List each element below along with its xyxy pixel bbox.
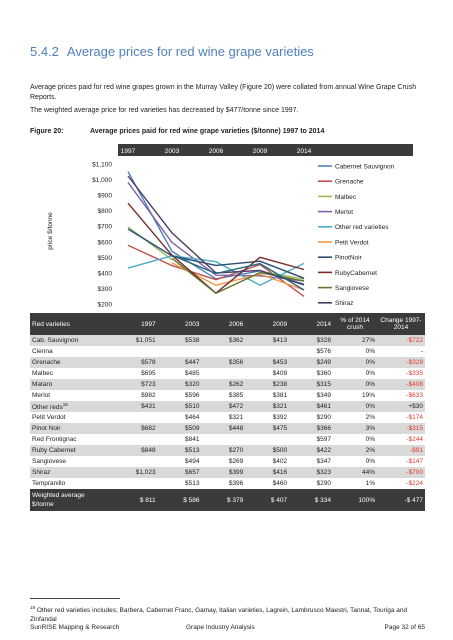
v1997-cell: $695 bbox=[106, 368, 158, 379]
v2006-cell: $262 bbox=[201, 379, 245, 390]
v2006-cell bbox=[201, 346, 245, 357]
wa-2014: $ 334 bbox=[289, 489, 333, 511]
change-cell: -$174 bbox=[377, 412, 425, 423]
table-row bbox=[30, 346, 425, 357]
change-cell: -$244 bbox=[377, 434, 425, 445]
v2014-cell: $290 bbox=[289, 478, 333, 489]
pct-cell: 1% bbox=[333, 478, 377, 489]
header-variety: Red varieties bbox=[30, 313, 106, 335]
change-cell: +$30 bbox=[377, 401, 425, 412]
table-row bbox=[30, 445, 425, 456]
table-row bbox=[30, 335, 425, 346]
y-tick-label: $500 bbox=[97, 254, 112, 262]
section-number: 5.4.2 bbox=[30, 44, 59, 59]
v2009-cell: $238 bbox=[245, 379, 289, 390]
variety-name: Grenache bbox=[32, 359, 61, 366]
v2014-cell: $366 bbox=[289, 423, 333, 434]
v2006-cell bbox=[201, 368, 245, 379]
variety-cell bbox=[30, 445, 106, 456]
change-cell: - bbox=[377, 346, 425, 357]
v2003-cell: $538 bbox=[158, 335, 202, 346]
change-cell: -$329 bbox=[377, 357, 425, 368]
v2009-cell: $413 bbox=[245, 335, 289, 346]
variety-cell bbox=[30, 357, 106, 368]
wa-change: -$ 477 bbox=[377, 489, 425, 511]
pct-cell: 0% bbox=[333, 368, 377, 379]
x-tick-label: 2006 bbox=[208, 148, 224, 155]
variety-name: Mataro bbox=[32, 381, 53, 388]
pct-cell: 0% bbox=[333, 456, 377, 467]
variety-name: Tempranillo bbox=[32, 480, 66, 487]
v1997-cell: $1,051 bbox=[106, 335, 158, 346]
weighted-average-row bbox=[30, 489, 425, 511]
v2006-cell bbox=[201, 434, 245, 445]
v2014-cell: $328 bbox=[289, 335, 333, 346]
wa-2003: $ 586 bbox=[158, 489, 202, 511]
y-tick-label: $1,100 bbox=[92, 161, 112, 169]
pct-cell: 3% bbox=[333, 423, 377, 434]
variety-cell bbox=[30, 434, 106, 445]
v2003-cell: $485 bbox=[158, 368, 202, 379]
variety-name: Shiraz bbox=[32, 469, 51, 476]
pct-cell: 44% bbox=[333, 467, 377, 478]
v2006-cell: $472 bbox=[201, 401, 245, 412]
y-tick-label: $600 bbox=[97, 239, 112, 247]
legend-label: Petit Verdot bbox=[335, 239, 369, 247]
legend-label: Malbec bbox=[335, 193, 356, 201]
change-cell: -$315 bbox=[377, 423, 425, 434]
x-tick-label: 2014 bbox=[296, 148, 312, 155]
v2003-cell: $657 bbox=[158, 467, 202, 478]
v2003-cell: $513 bbox=[158, 445, 202, 456]
intro-paragraph: Average prices paid for red wine grapes grown in the Murray Valley (Figure 20) were collated from annual Wine Grape Crush Reports. bbox=[30, 84, 417, 101]
table-body bbox=[30, 335, 425, 489]
change-cell: -$224 bbox=[377, 478, 425, 489]
table-row bbox=[30, 434, 425, 445]
v1997-cell: $1,023 bbox=[106, 467, 158, 478]
v2006-cell: $396 bbox=[201, 478, 245, 489]
legend-label: Shiraz bbox=[335, 300, 354, 308]
v2014-cell: $347 bbox=[289, 456, 333, 467]
v2006-cell: $385 bbox=[201, 390, 245, 401]
price-chart bbox=[30, 144, 425, 312]
legend-label: Other red varieties bbox=[335, 224, 389, 232]
x-tick-label: 1997 bbox=[120, 148, 136, 155]
v1997-cell: $848 bbox=[106, 445, 158, 456]
v1997-cell bbox=[106, 346, 158, 357]
header-2003: 2003 bbox=[158, 313, 202, 335]
v1997-cell: $578 bbox=[106, 357, 158, 368]
variety-cell bbox=[30, 368, 106, 379]
table-row bbox=[30, 478, 425, 489]
wa-1997: $ 811 bbox=[106, 489, 158, 511]
summary-paragraph: The weighted average price for red varieties has decreased by $477/tonne since 1997. bbox=[30, 107, 299, 114]
pct-cell: 0% bbox=[333, 357, 377, 368]
v2006-cell: $399 bbox=[201, 467, 245, 478]
header-2009: 2009 bbox=[245, 313, 289, 335]
y-tick-label: $900 bbox=[97, 192, 112, 200]
legend-label: RubyCabernet bbox=[335, 269, 377, 277]
wa-pct: 100% bbox=[333, 489, 377, 511]
footer-doc-title: Grape Industry Analysis bbox=[186, 624, 255, 631]
y-tick-label: $400 bbox=[97, 270, 112, 278]
v2014-cell: $249 bbox=[289, 357, 333, 368]
variety-cell bbox=[30, 401, 106, 412]
figure-caption bbox=[30, 128, 324, 135]
variety-cell bbox=[30, 335, 106, 346]
price-table bbox=[30, 313, 425, 511]
footnote-number: 18 bbox=[30, 605, 36, 610]
variety-name: Other reds bbox=[32, 404, 63, 412]
variety-name: Merlot bbox=[32, 392, 51, 399]
change-cell: -$91 bbox=[377, 445, 425, 456]
v1997-cell bbox=[106, 478, 158, 489]
pct-cell: 0% bbox=[333, 434, 377, 445]
v2014-cell: $323 bbox=[289, 467, 333, 478]
v2014-cell: $461 bbox=[289, 401, 333, 412]
v1997-cell: $982 bbox=[106, 390, 158, 401]
variety-name: Cienna bbox=[32, 348, 53, 355]
variety-name: Red Frontignac bbox=[32, 436, 77, 443]
v2003-cell: $447 bbox=[158, 357, 202, 368]
v2003-cell: $509 bbox=[158, 423, 202, 434]
legend-label: PinotNoir bbox=[335, 254, 362, 262]
pct-cell: 2% bbox=[333, 445, 377, 456]
variety-name: Ruby Cabernet bbox=[32, 447, 76, 454]
figure-label: Figure 20: bbox=[30, 128, 64, 135]
wa-2006: $ 379 bbox=[201, 489, 245, 511]
v2009-cell: $460 bbox=[245, 478, 289, 489]
change-cell: -$700 bbox=[377, 467, 425, 478]
legend-label: Sangiovese bbox=[335, 285, 369, 292]
y-tick-label: $200 bbox=[97, 301, 112, 309]
y-tick-label: $800 bbox=[97, 208, 112, 216]
change-cell: -$335 bbox=[377, 368, 425, 379]
v2003-cell: $596 bbox=[158, 390, 202, 401]
v2006-cell: $269 bbox=[201, 456, 245, 467]
variety-name: Cab. Sauvignon bbox=[32, 337, 79, 344]
variety-cell bbox=[30, 456, 106, 467]
wa-2009: $ 407 bbox=[245, 489, 289, 511]
v2009-cell: $402 bbox=[245, 456, 289, 467]
v2003-cell: $510 bbox=[158, 401, 202, 412]
legend-label: Cabernet Sauvignon bbox=[335, 163, 395, 171]
x-tick-label: 2009 bbox=[252, 148, 268, 155]
v2014-cell: $290 bbox=[289, 412, 333, 423]
v2006-cell: $321 bbox=[201, 412, 245, 423]
variety-cell bbox=[30, 346, 106, 357]
v2009-cell: $392 bbox=[245, 412, 289, 423]
table-row bbox=[30, 357, 425, 368]
table-row bbox=[30, 368, 425, 379]
v2006-cell: $356 bbox=[201, 357, 245, 368]
table-row bbox=[30, 467, 425, 478]
v2014-cell: $349 bbox=[289, 390, 333, 401]
v2003-cell: $320 bbox=[158, 379, 202, 390]
v2006-cell: $362 bbox=[201, 335, 245, 346]
v1997-cell bbox=[106, 412, 158, 423]
y-tick-label: $1,000 bbox=[92, 177, 112, 185]
v2003-cell: $513 bbox=[158, 478, 202, 489]
change-cell: -$408 bbox=[377, 379, 425, 390]
v1997-cell bbox=[106, 434, 158, 445]
v2009-cell: $500 bbox=[245, 445, 289, 456]
y-tick-label: $300 bbox=[97, 285, 112, 293]
v1997-cell bbox=[106, 456, 158, 467]
legend-label: Grenache bbox=[335, 178, 364, 186]
variety-cell bbox=[30, 412, 106, 423]
table-row bbox=[30, 423, 425, 434]
pct-cell: 0% bbox=[333, 401, 377, 412]
v2006-cell: $270 bbox=[201, 445, 245, 456]
v1997-cell: $682 bbox=[106, 423, 158, 434]
v2009-cell: $381 bbox=[245, 390, 289, 401]
variety-cell bbox=[30, 423, 106, 434]
variety-name: Malbec bbox=[32, 370, 53, 377]
v2009-cell bbox=[245, 346, 289, 357]
section-heading bbox=[30, 44, 314, 59]
header-change: Change 1997-2014 bbox=[377, 313, 425, 335]
v2003-cell bbox=[158, 346, 202, 357]
v2009-cell: $416 bbox=[245, 467, 289, 478]
y-axis-title: price $/tonne bbox=[47, 212, 54, 250]
v2009-cell: $453 bbox=[245, 357, 289, 368]
footer-page-number: Page 32 of 65 bbox=[384, 624, 425, 631]
table-row bbox=[30, 412, 425, 423]
v2009-cell bbox=[245, 434, 289, 445]
legend-label: Merlot bbox=[335, 209, 354, 216]
v2014-cell: $360 bbox=[289, 368, 333, 379]
v2009-cell: $409 bbox=[245, 368, 289, 379]
price-chart-svg bbox=[30, 144, 425, 312]
section-title: Average prices for red wine grape varieties bbox=[66, 44, 314, 59]
pct-cell: 27% bbox=[333, 335, 377, 346]
variety-name: Sangiovese bbox=[32, 458, 66, 465]
change-cell: -$147 bbox=[377, 456, 425, 467]
x-tick-label: 2003 bbox=[164, 148, 180, 155]
pct-cell: 19% bbox=[333, 390, 377, 401]
v1997-cell: $723 bbox=[106, 379, 158, 390]
header-pct: % of 2014 crush bbox=[333, 313, 377, 335]
v2003-cell: $841 bbox=[158, 434, 202, 445]
footer-org: SunRISE Mapping & Research bbox=[30, 624, 120, 631]
pct-cell: 0% bbox=[333, 379, 377, 390]
v2006-cell: $448 bbox=[201, 423, 245, 434]
v2009-cell: $321 bbox=[245, 401, 289, 412]
table-row bbox=[30, 401, 425, 412]
header-1997: 1997 bbox=[106, 313, 158, 335]
pct-cell: 2% bbox=[333, 412, 377, 423]
table-header-row bbox=[30, 313, 425, 335]
variety-name: Pinot Noir bbox=[32, 425, 61, 432]
pct-cell: 0% bbox=[333, 346, 377, 357]
footnote-text: Other red varieties includes; Barbera, Cabernet Franc, Gamay, Italian varieties, Lagrein, Lambrusco Maestri, Tannat, Touriga and Zinfandal bbox=[30, 607, 408, 624]
variety-name: Petit Verdot bbox=[32, 414, 66, 421]
table-row bbox=[30, 390, 425, 401]
header-2014: 2014 bbox=[289, 313, 333, 335]
footnote bbox=[30, 603, 430, 624]
v1997-cell: $431 bbox=[106, 401, 158, 412]
footnote-ref: 18 bbox=[62, 401, 68, 407]
y-tick-label: $700 bbox=[97, 223, 112, 231]
change-cell: -$633 bbox=[377, 390, 425, 401]
v2014-cell: $422 bbox=[289, 445, 333, 456]
table-row bbox=[30, 379, 425, 390]
v2003-cell: $494 bbox=[158, 456, 202, 467]
variety-cell bbox=[30, 478, 106, 489]
v2014-cell: $576 bbox=[289, 346, 333, 357]
header-2006: 2006 bbox=[201, 313, 245, 335]
v2009-cell: $475 bbox=[245, 423, 289, 434]
v2003-cell: $464 bbox=[158, 412, 202, 423]
footnote-divider bbox=[30, 598, 120, 599]
weighted-average-label: Weighted average $/tonne bbox=[30, 489, 106, 511]
variety-cell bbox=[30, 467, 106, 478]
v2014-cell: $315 bbox=[289, 379, 333, 390]
variety-cell bbox=[30, 379, 106, 390]
figure-title: Average prices paid for red wine grape varieties ($/tonne) 1997 to 2014 bbox=[90, 128, 325, 135]
table-row bbox=[30, 456, 425, 467]
variety-cell bbox=[30, 390, 106, 401]
change-cell: -$722 bbox=[377, 335, 425, 346]
v2014-cell: $597 bbox=[289, 434, 333, 445]
